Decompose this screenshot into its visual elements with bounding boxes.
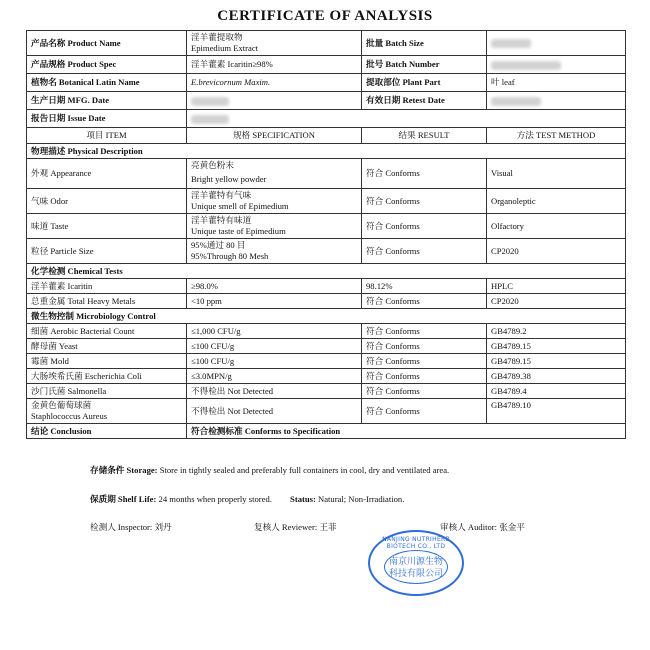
- product-name-label: 产品名称 Product Name: [27, 31, 187, 56]
- spec-cell: ≤3.0MPN/g: [187, 369, 362, 384]
- item-cell: 霉菌 Mold: [27, 354, 187, 369]
- seal-company-name-2: 科技有限公司: [388, 569, 443, 579]
- column-header-spec: 规格 SPECIFICATION: [187, 128, 362, 144]
- table-row: [27, 239, 626, 264]
- result-cell: 符合 Conforms: [362, 294, 487, 309]
- spec-cell: 淫羊藿特有气味 Unique smell of Epimedium: [187, 189, 362, 214]
- table-row: [27, 279, 626, 294]
- redacted-value: [491, 61, 561, 70]
- retest-date-value: [487, 92, 626, 110]
- method-cell: CP2020: [487, 239, 626, 264]
- reviewer-signature: 复核人 Reviewer: 王菲: [254, 522, 337, 532]
- company-seal: [368, 530, 464, 596]
- auditor-signature: 审核人 Auditor: 张金平: [440, 522, 525, 532]
- result-cell: 符合 Conforms: [362, 159, 487, 189]
- seal-ring-text: NANJING NUTRIHERB BIOTECH CO., LTD: [382, 536, 450, 550]
- mfg-date-row: [27, 92, 626, 110]
- method-cell: GB4789.38: [487, 369, 626, 384]
- result-cell: 符合 Conforms: [362, 399, 487, 424]
- item-cell: 沙门氏菌 Salmonella: [27, 384, 187, 399]
- product-spec-value: 淫羊藿素 Icaritin≥98%: [187, 56, 362, 74]
- result-cell: 符合 Conforms: [362, 369, 487, 384]
- method-cell: HPLC: [487, 279, 626, 294]
- batch-number-label: 批号 Batch Number: [362, 56, 487, 74]
- method-cell: Visual: [487, 159, 626, 189]
- result-cell: 符合 Conforms: [362, 324, 487, 339]
- result-cell: 符合 Conforms: [362, 214, 487, 239]
- product-info-table: [26, 30, 626, 128]
- section-row-physical: [27, 144, 626, 159]
- redacted-value: [191, 115, 229, 124]
- conclusion-label: 结论 Conclusion: [27, 424, 187, 439]
- method-cell: GB4789.15: [487, 354, 626, 369]
- method-cell: CP2020: [487, 294, 626, 309]
- status-label: Status:: [290, 494, 316, 504]
- issue-date-row: [27, 110, 626, 128]
- column-header-method: 方法 TEST METHOD: [487, 128, 626, 144]
- table-row: [27, 384, 626, 399]
- storage-label: 存储条件 Storage:: [90, 465, 158, 475]
- item-cell: 味道 Taste: [27, 214, 187, 239]
- issue-date-label: 报告日期 Issue Date: [27, 110, 187, 128]
- column-header-item: 项目 ITEM: [27, 128, 187, 144]
- product-name-row: [27, 31, 626, 56]
- conclusion-row: [27, 424, 626, 439]
- batch-number-value: [487, 56, 626, 74]
- section-row-micro: [27, 309, 626, 324]
- table-row: [27, 214, 626, 239]
- section-title: 化学检测 Chemical Tests: [27, 264, 626, 279]
- product-spec-row: [27, 56, 626, 74]
- spec-cell: <10 ppm: [187, 294, 362, 309]
- issue-date-value: [187, 110, 626, 128]
- document-title: CERTIFICATE OF ANALYSIS: [217, 8, 433, 24]
- redacted-value: [491, 39, 531, 48]
- latin-name-value: E.brevicornum Maxim.: [187, 74, 362, 92]
- result-cell: 符合 Conforms: [362, 354, 487, 369]
- method-cell: GB4789.2: [487, 324, 626, 339]
- method-cell: Organoleptic: [487, 189, 626, 214]
- storage-line: [90, 464, 449, 476]
- method-cell: GB4789.15: [487, 339, 626, 354]
- result-cell: 符合 Conforms: [362, 339, 487, 354]
- item-cell: 粒径 Particle Size: [27, 239, 187, 264]
- shelf-life-line: [90, 493, 404, 505]
- item-cell: 金黄色葡萄球菌 Staphlococcus Aureus: [27, 399, 187, 424]
- spec-cell: 亮黄色粉末 Bright yellow powder: [187, 159, 362, 189]
- method-cell: GB4789.4: [487, 384, 626, 399]
- item-cell: 外观 Appearance: [27, 159, 187, 189]
- spec-cell: ≤1,000 CFU/g: [187, 324, 362, 339]
- item-cell: 气味 Odor: [27, 189, 187, 214]
- section-title: 物理描述 Physical Description: [27, 144, 626, 159]
- table-row: [27, 399, 626, 424]
- shelf-life-label: 保质期 Shelf Life:: [90, 494, 157, 504]
- batch-size-label: 批量 Batch Size: [362, 31, 487, 56]
- retest-date-label: 有效日期 Retest Date: [362, 92, 487, 110]
- conclusion-value: 符合检测标准 Conforms to Specification: [187, 424, 626, 439]
- item-cell: 淫羊藿素 Icaritin: [27, 279, 187, 294]
- mfg-date-label: 生产日期 MFG. Date: [27, 92, 187, 110]
- inspector-signature: 检测人 Inspector: 刘丹: [90, 522, 172, 532]
- spec-cell: 淫羊藿特有味道 Unique taste of Epimedium: [187, 214, 362, 239]
- result-cell: 符合 Conforms: [362, 189, 487, 214]
- latin-name-label: 植物名 Botanical Latin Name: [27, 74, 187, 92]
- spec-cell: ≤100 CFU/g: [187, 354, 362, 369]
- table-row: [27, 324, 626, 339]
- table-row: [27, 354, 626, 369]
- method-cell: Olfactory: [487, 214, 626, 239]
- mfg-date-value: [187, 92, 362, 110]
- redacted-value: [491, 97, 541, 106]
- batch-size-value: [487, 31, 626, 56]
- section-row-chemical: [27, 264, 626, 279]
- column-header-row: [27, 128, 626, 144]
- spec-cell: 95%通过 80 目 95%Through 80 Mesh: [187, 239, 362, 264]
- table-row: [27, 294, 626, 309]
- shelf-life-text: 24 months when properly stored.: [158, 494, 272, 504]
- result-cell: 符合 Conforms: [362, 239, 487, 264]
- result-cell: 98.12%: [362, 279, 487, 294]
- table-row: [27, 369, 626, 384]
- seal-company-name: 南京川源生物: [388, 557, 443, 567]
- spec-cell: ≥98.0%: [187, 279, 362, 294]
- table-row: [27, 189, 626, 214]
- item-cell: 细菌 Aerobic Bacterial Count: [27, 324, 187, 339]
- spec-cell: 不得检出 Not Detected: [187, 384, 362, 399]
- status-text: Natural; Non-Irradiation.: [318, 494, 405, 504]
- item-cell: 酵母菌 Yeast: [27, 339, 187, 354]
- result-cell: 符合 Conforms: [362, 384, 487, 399]
- plant-part-label: 提取部位 Plant Part: [362, 74, 487, 92]
- section-title: 微生物控制 Microbiology Control: [27, 309, 626, 324]
- product-name-value: 淫羊藿提取物 Epimedium Extract: [187, 31, 362, 56]
- storage-text: Store in tightly sealed and preferably full containers in cool, dry and ventilated area.: [159, 465, 450, 475]
- plant-part-value: 叶 leaf: [487, 74, 626, 92]
- spec-cell: ≤100 CFU/g: [187, 339, 362, 354]
- latin-name-row: [27, 74, 626, 92]
- specification-table: [26, 127, 626, 439]
- column-header-result: 结果 RESULT: [362, 128, 487, 144]
- table-row: [27, 159, 626, 189]
- redacted-value: [191, 97, 229, 106]
- table-row: [27, 339, 626, 354]
- product-spec-label: 产品规格 Product Spec: [27, 56, 187, 74]
- item-cell: 大肠埃希氏菌 Escherichia Coli: [27, 369, 187, 384]
- spec-cell: 不得检出 Not Detected: [187, 399, 362, 424]
- method-cell: GB4789.10: [487, 399, 626, 424]
- item-cell: 总重金属 Total Heavy Metals: [27, 294, 187, 309]
